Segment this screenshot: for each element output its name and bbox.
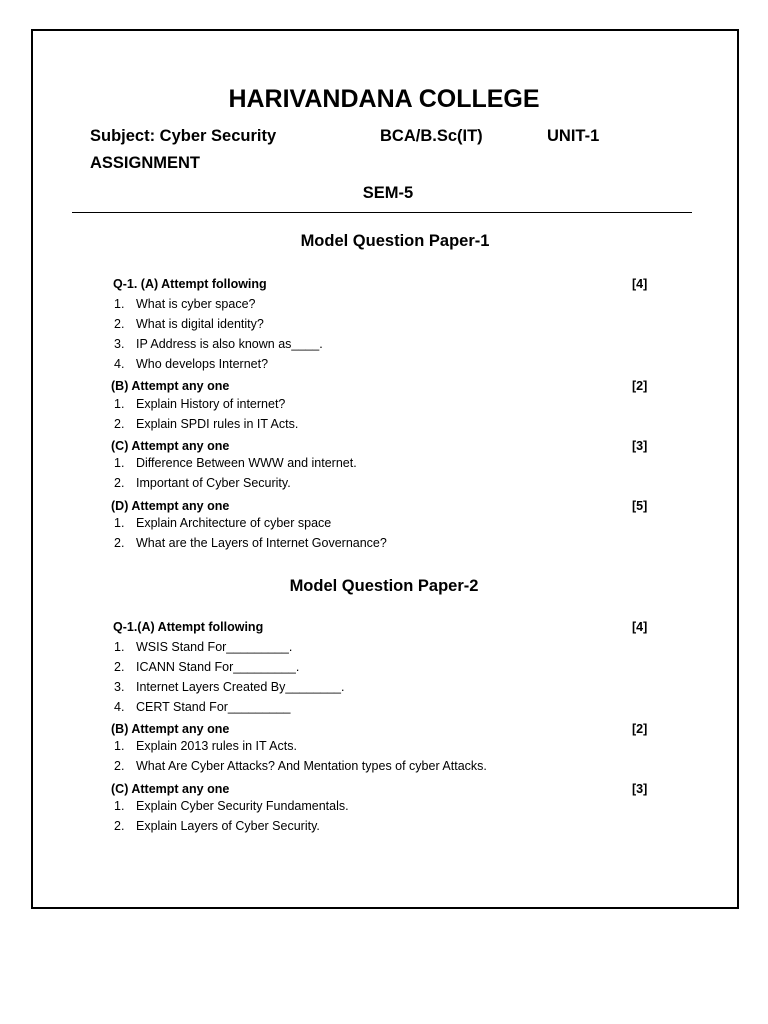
p1-section-d-heading: (D) Attempt any one xyxy=(111,499,230,513)
p2-section-c-heading: (C) Attempt any one xyxy=(111,782,230,796)
item-text: Explain Architecture of cyber space xyxy=(136,516,332,530)
semester-label: SEM-5 xyxy=(362,184,414,202)
paper-1-title: Model Question Paper-1 xyxy=(300,232,490,250)
item-number: 4. xyxy=(114,700,125,714)
item-text: Explain History of internet? xyxy=(136,397,286,411)
item-number: 2. xyxy=(114,317,125,331)
item-number: 3. xyxy=(114,680,125,694)
p1-section-c-heading: (C) Attempt any one xyxy=(111,439,230,453)
item-number: 1. xyxy=(114,640,125,654)
p2-section-c-marks: [3] xyxy=(632,782,648,796)
p1-section-b-marks: [2] xyxy=(632,379,648,393)
course-label: BCA/B.Sc(IT) xyxy=(380,127,483,145)
item-text: Who develops Internet? xyxy=(136,357,269,371)
item-number: 1. xyxy=(114,456,125,470)
item-number: 1. xyxy=(114,297,125,311)
item-number: 2. xyxy=(114,660,125,674)
p1-section-b-heading: (B) Attempt any one xyxy=(111,379,230,393)
item-number: 2. xyxy=(114,759,125,773)
item-number: 2. xyxy=(114,476,125,490)
item-text: WSIS Stand For_________. xyxy=(136,640,293,654)
item-text: What Are Cyber Attacks? And Mentation types of cyber Attacks. xyxy=(136,759,487,773)
item-number: 1. xyxy=(114,739,125,753)
p1-section-c-marks: [3] xyxy=(632,439,648,453)
unit-label: UNIT-1 xyxy=(547,127,600,145)
item-text: Explain SPDI rules in IT Acts. xyxy=(136,417,299,431)
item-text: What are the Layers of Internet Governance? xyxy=(136,536,387,550)
item-text: CERT Stand For_________ xyxy=(136,700,291,714)
item-text: What is cyber space? xyxy=(136,297,256,311)
item-text: IP Address is also known as____. xyxy=(136,337,323,351)
item-number: 1. xyxy=(114,397,125,411)
item-number: 3. xyxy=(114,337,125,351)
item-text: Difference Between WWW and internet. xyxy=(136,456,357,470)
p1-section-a-marks: [4] xyxy=(632,277,648,291)
p2-section-a-heading: Q-1.(A) Attempt following xyxy=(113,620,264,634)
item-text: Explain 2013 rules in IT Acts. xyxy=(136,739,297,753)
item-text: ICANN Stand For_________. xyxy=(136,660,300,674)
item-text: Important of Cyber Security. xyxy=(136,476,291,490)
paper-2-title: Model Question Paper-2 xyxy=(289,577,479,595)
item-number: 4. xyxy=(114,357,125,371)
p2-section-b-heading: (B) Attempt any one xyxy=(111,722,230,736)
p1-section-a-heading: Q-1. (A) Attempt following xyxy=(113,277,267,291)
p2-section-a-marks: [4] xyxy=(632,620,648,634)
item-text: What is digital identity? xyxy=(136,317,264,331)
item-number: 2. xyxy=(114,417,125,431)
assignment-label: ASSIGNMENT xyxy=(90,154,201,172)
header-divider xyxy=(72,212,692,213)
college-title: HARIVANDANA COLLEGE xyxy=(228,85,540,113)
subject-label: Subject: Cyber Security xyxy=(90,127,277,145)
item-number: 1. xyxy=(114,799,125,813)
item-text: Internet Layers Created By________. xyxy=(136,680,345,694)
item-text: Explain Layers of Cyber Security. xyxy=(136,819,320,833)
p2-section-b-marks: [2] xyxy=(632,722,648,736)
item-text: Explain Cyber Security Fundamentals. xyxy=(136,799,349,813)
item-number: 2. xyxy=(114,819,125,833)
item-number: 2. xyxy=(114,536,125,550)
p1-section-d-marks: [5] xyxy=(632,499,648,513)
item-number: 1. xyxy=(114,516,125,530)
